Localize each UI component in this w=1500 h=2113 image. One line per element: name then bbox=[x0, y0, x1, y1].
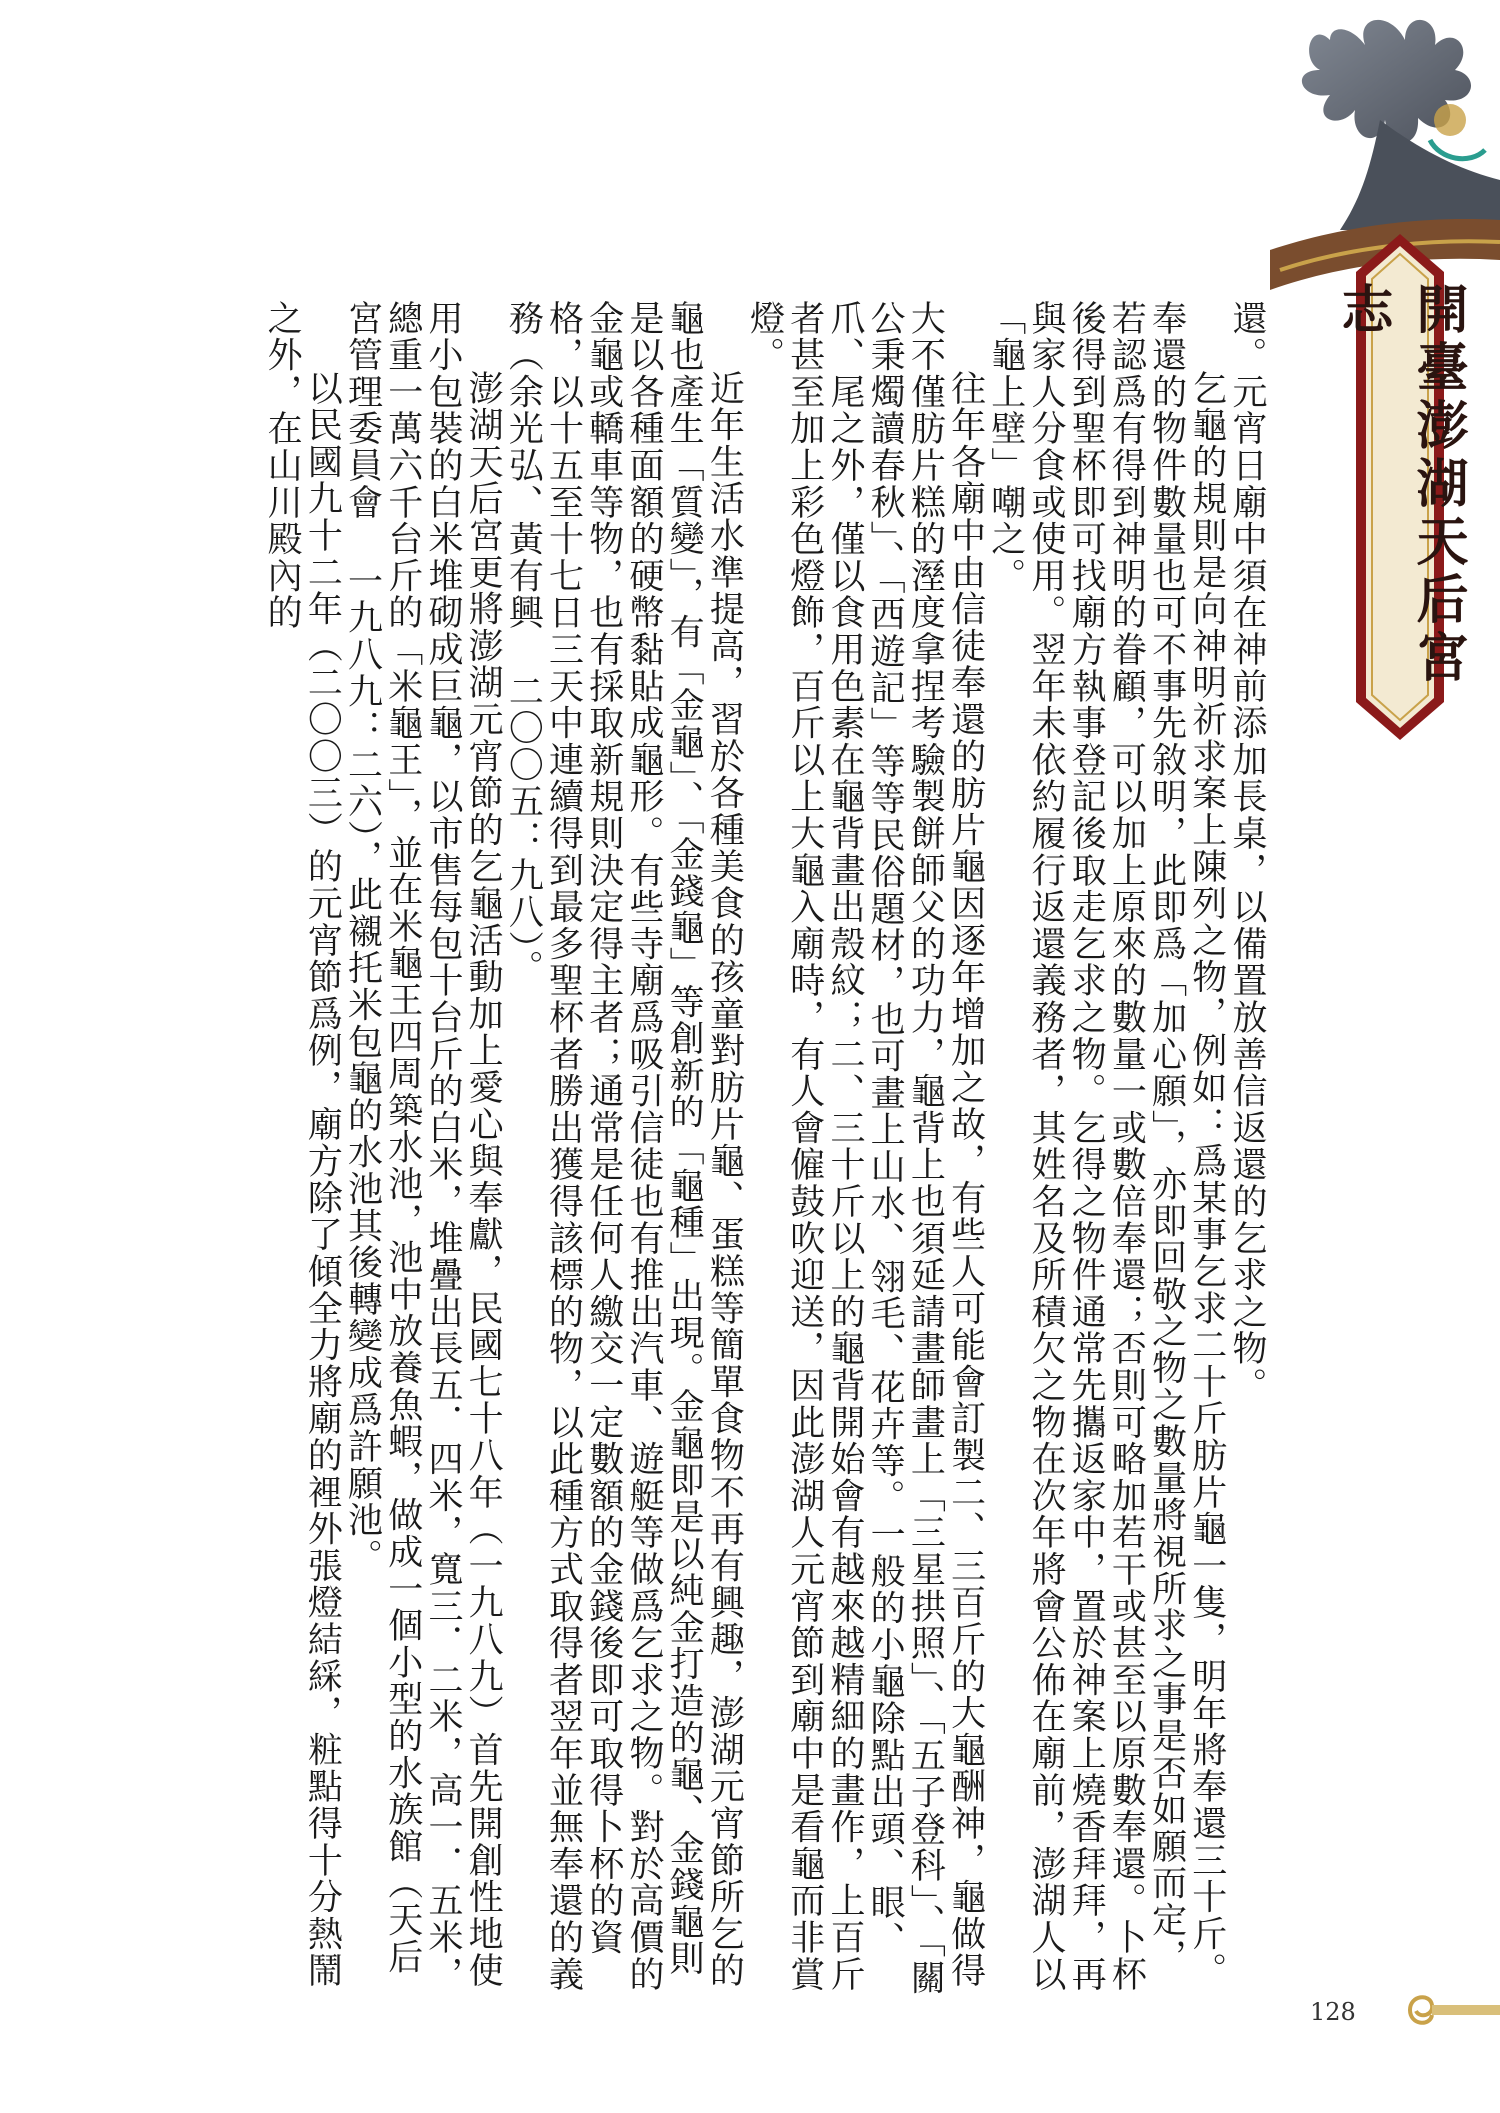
paragraph: 乞龜的規則是向神明祈求案上陳列之物，例如：爲某事乞求二十斤肪片龜一隻，明年將奉還三十斤。奉還的物件數量也可不事先敘明，此即爲「加心願」，亦即回敬之物之數量將視所求之事是否如願而定，若認爲有得到神明的眷顧，可以加上原來的數量一或數倍奉還；否則可略加若干或甚至以原數奉還。卜杯後得到聖杯即可找廟方執事登記後取走乞求之物。乞得之物件通常先攜返家中，置於神案上燒香拜拜，再與家人分食或使用。翌年未依約履行返還義務者，其姓名及所積欠之物在次年將會公佈在廟前，澎湖人以「龜上壁」嘲之。 bbox=[985, 300, 1227, 1993]
paragraph: 往年各廟中由信徒奉還的肪片龜因逐年增加之故，有些人可能會訂製二、三百斤的大龜酬神，龜做得大不僅肪片糕的溼度拿捏考驗製餅師父的功力，龜背上也須延請畫師畫上「三星拱照」、「五子登科」、「關公秉燭讀春秋」、「西遊記」等等民俗題材，也可畫上山水、翎毛、花卉等。一般的小龜除點出頭、眼、爪、尾之外，僅以食用色素在龜背畫出殼紋；二、三十斤以上的龜背開始會有越來越精細的畫作，上百斤者甚至加上彩色燈飾，百斤以上大龜入廟時，有人會僱鼓吹迎送，因此澎湖人元宵節到廟中是看龜而非賞燈。 bbox=[744, 300, 986, 1997]
paragraph: 以民國九十二年（二〇〇三）的元宵節爲例，廟方除了傾全力將廟的裡外張燈結綵，粧點得十分熱鬧之外，在山川殿內的 bbox=[262, 300, 343, 1990]
book-title-banner bbox=[1332, 232, 1468, 742]
paragraph: 還。元宵日廟中須在神前添加長桌，以備置放善信返還的乞求之物。 bbox=[1227, 300, 1267, 1404]
page-number: 128 bbox=[1310, 1998, 1356, 2026]
paragraph: 近年生活水準提高，習於各種美食的孩童對肪片龜、蛋糕等簡單食物不再有興趣，澎湖元宵節所乞的龜也產生「質變」，有「金龜」、「金錢龜」等創新的「龜種」出現。金龜即是以純金打造的龜、金錢龜則是以各種面額的硬幣黏貼成龜形。有些寺廟爲吸引信徒也有推出汽車、遊艇等做爲乞求之物。對於高價的金龜或轎車等物，也有採取新規則決定得主者；通常是任何人繳交一定數額的金錢後即可取得卜杯的資格，以十五至十七日三天中連續得到最多聖杯者勝出獲得該標的物，以此種方式取得者翌年並無奉還的義務（余光弘、黃有興 二〇〇五：九八）。 bbox=[503, 300, 745, 1993]
book-title: 開臺澎湖天后宮志 bbox=[1332, 282, 1468, 688]
main-text-column bbox=[195, 300, 1267, 2000]
paragraph: 澎湖天后宮更將澎湖元宵節的乞龜活動加上愛心與奉獻，民國七十八年（一九八九）首先開創性地使用小包裝的白米堆砌成巨龜，以市售每包十台斤的白米，堆疊出長五．四米，寬三．二米，高一．五米，總重一萬六千台斤的「米龜王」，並在米龜王四周築水池，池中放養魚蝦，做成一個小型的水族館（天后宮管理委員會 一九八九：二六），此襯托米包龜的水池其後轉變成爲許願池。 bbox=[342, 300, 504, 1993]
scroll-ornament-icon bbox=[1380, 1985, 1500, 2035]
